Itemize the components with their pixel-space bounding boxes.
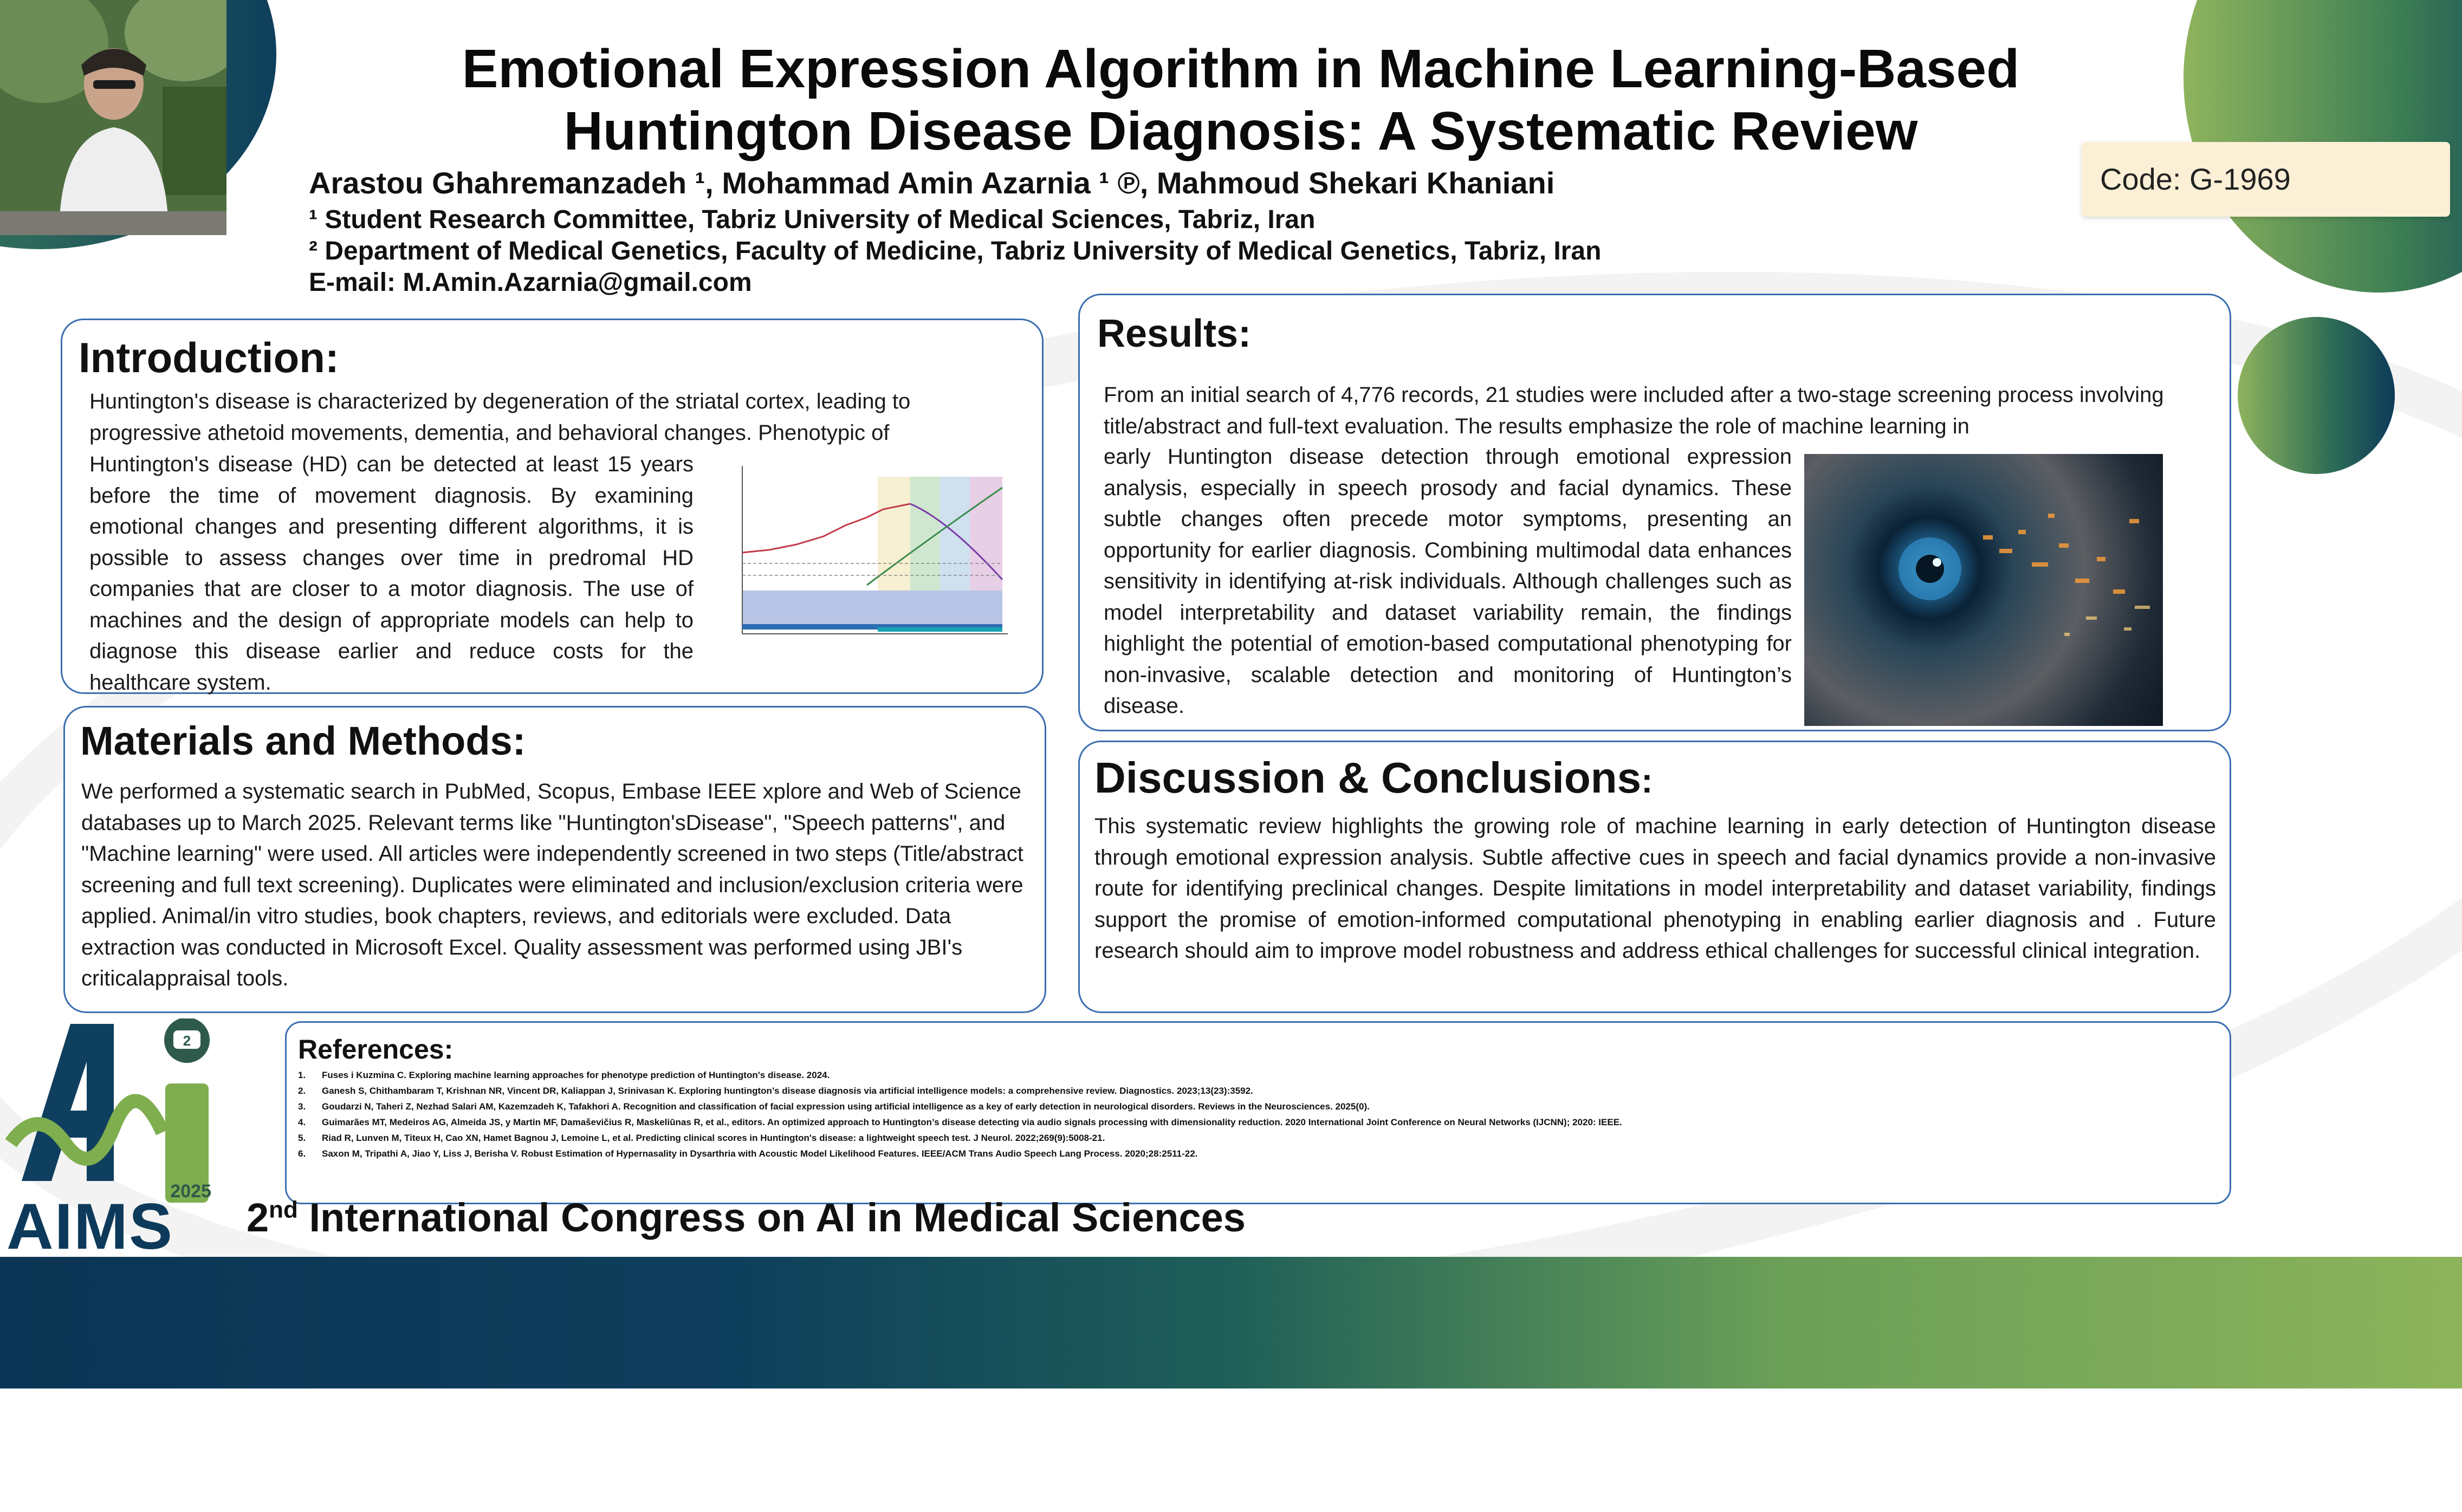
reference-text: Ganesh S, Chithambaram T, Krishnan NR, Vincent DR, Kaliappan J, Srinivasan K. Exploring huntington’s disease diagnosis via artificial intelligence models: a comprehensive review. Diagnostics. 2023;13(23):3592. (322, 1086, 1253, 1096)
contact-email: E-mail: M.Amin.Azarnia@gmail.com (309, 268, 752, 297)
methods-heading: Materials and Methods: (80, 718, 526, 763)
discussion-heading-colon: : (1641, 761, 1653, 800)
congress-number: 2 (247, 1195, 269, 1240)
results-heading: Results: (1097, 312, 1252, 355)
introduction-heading: Introduction: (79, 334, 339, 381)
poster-code-badge: Code: G-1969 (2082, 142, 2450, 217)
methods-text: We performed a systematic search in PubMed, Scopus, Embase IEEE xplore and Web of Science databases up to March 2025. Relevant terms like "Huntington'sDisease", "Speech patterns", and "Machine learning" were used. All articles were independently screened in two steps (Title/abstract screening and full text screening). Duplicates were eliminated and inclusion/exclusion criteria were applied. Animal/in vitro studies, book chapters, reviews, and editorials were excluded. Data extraction was conducted in Microsoft Excel. Quality assessment was performed using JBI's criticalappraisal tools. (81, 780, 1023, 990)
reference-text: Guimarães MT, Medeiros AG, Almeida JS, y Martin MF, Damaševičius R, Maskeliūnas R, et al., editors. An optimized approach to Huntington’s disease detecting via audio signals processing with dimensionality reduction. 2020 International Joint Conference on Neural Networks (IJCNN); 2020: IEEE. (322, 1117, 1622, 1127)
reference-number: 5. (298, 1133, 306, 1143)
reference-text: Riad R, Lunven M, Titeux H, Cao XN, Hamet Bagnou J, Lemoine L, et al. Predicting clinical scores in Huntington's disease: a lightweight speech test. J Neurol. 2022;269(9):5008-21. (322, 1133, 1105, 1143)
hd-progression-figure (704, 455, 1019, 656)
introduction-text-side: Huntington's disease (HD) can be detected at least 15 years before the time of movement diagnosis. By examining emotional changes and presenting different algorithms, it is possible to assess changes over time in predromal HD companies that are closer to a motor diagnosis. The use of machines and the design of appropriate models can help to diagnose this disease earlier and reduce costs for the healthcare system. (89, 452, 694, 695)
author-photo (0, 0, 226, 235)
affiliation-2: ² Department of Medical Genetics, Faculty of Medicine, Tabriz University of Medical Genetics, Tabriz, Iran (309, 237, 1602, 265)
poster-title-line2: Huntington Disease Diagnosis: A Systematic Review (563, 101, 1918, 161)
discussion-heading-text: Discussion & Conclusions (1094, 754, 1642, 802)
aims-logo-text: AIMS (7, 1190, 173, 1263)
references-list (298, 1067, 1622, 1161)
logo-year: 2025 (170, 1181, 211, 1202)
reference-text: Fuses i Kuzmina C. Exploring machine learning approaches for phenotype prediction of Huntington's disease. 2024. (322, 1070, 830, 1080)
references-heading: References: (298, 1034, 453, 1065)
author-list: Arastou Ghahremanzadeh ¹, Mohammad Amin Azarnia ¹ ℗, Mahmoud Shekari Khaniani (309, 166, 1555, 200)
poster-title (303, 38, 2178, 163)
congress-name (247, 1195, 1246, 1241)
affiliation-1: ¹ Student Research Committee, Tabriz University of Medical Sciences, Tabriz, Iran (309, 205, 1316, 234)
eye-ai-illustration (1804, 454, 2163, 726)
reference-number: 2. (298, 1086, 306, 1096)
reference-text: Goudarzi N, Taheri Z, Nezhad Salari AM, Kazemzadeh K, Tafakhori A. Recognition and classification of facial expression using artificial intelligence as a key of early detection in neurological disorders. Reviews in the Neurosciences. 2025(0). (322, 1101, 1370, 1112)
decorative-circle-right (2238, 317, 2395, 474)
congress-text: International Congress on AI in Medical Sciences (309, 1195, 1246, 1240)
footer-gradient-band (0, 1257, 2462, 1388)
poster-title-line1: Emotional Expression Algorithm in Machine Learning-Based (462, 38, 2020, 99)
congress-ordinal: nd (269, 1196, 298, 1223)
discussion-heading (1094, 753, 1653, 803)
reference-number: 6. (298, 1148, 306, 1159)
reference-number: 4. (298, 1117, 306, 1127)
results-text-side: early Huntington disease detection through emotional expression analysis, especially in speech prosody and facial dynamics. These subtle changes often precede motor symptoms, presenting an opportunity for earlier diagnosis. Combining multimodal data enhances sensitivity in identifying at-risk individuals. Although challenges such as model interpretability and dataset variability remain, the findings highlight the potential of emotion-based computational phenotyping for non-invasive, scalable detection and monitoring of Huntington’s disease. (1104, 445, 1792, 718)
reference-number: 1. (298, 1070, 306, 1080)
reference-item (298, 1114, 1622, 1130)
reference-item (298, 1067, 1622, 1083)
reference-number: 3. (298, 1101, 306, 1112)
results-text-top: From an initial search of 4,776 records, 21 studies were included after a two-stage screening process involving title/abstract and full-text evaluation. The results emphasize the role of machine learning in (1104, 383, 2164, 438)
reference-item (298, 1083, 1622, 1099)
discussion-text: This systematic review highlights the growing role of machine learning in early detection of Huntington disease through emotional expression analysis. Subtle affective cues in speech and facial dynamics provide a non-invasive route for identifying preclinical changes. Despite limitations in model interpretability and dataset variability, findings support the promise of emotion-informed computational phenotyping in enabling earlier diagnosis and . Future research should aim to improve model robustness and address ethical challenges for successful clinical integration. (1094, 814, 2216, 963)
reference-item (298, 1130, 1622, 1146)
svg-text:2: 2 (183, 1033, 191, 1049)
introduction-text-top: Huntington's disease is characterized by degeneration of the striatal cortex, leading to progressive athetoid movements, dementia, and behavioral changes. Phenotypic of (89, 390, 911, 445)
reference-text: Saxon M, Tripathi A, Jiao Y, Liss J, Berisha V. Robust Estimation of Hypernasality in Dysarthria with Acoustic Model Likelihood Features. IEEE/ACM Trans Audio Speech Lang Process. 2020;28:2511-22. (322, 1148, 1198, 1159)
reference-item (298, 1146, 1622, 1161)
reference-item (298, 1099, 1622, 1114)
